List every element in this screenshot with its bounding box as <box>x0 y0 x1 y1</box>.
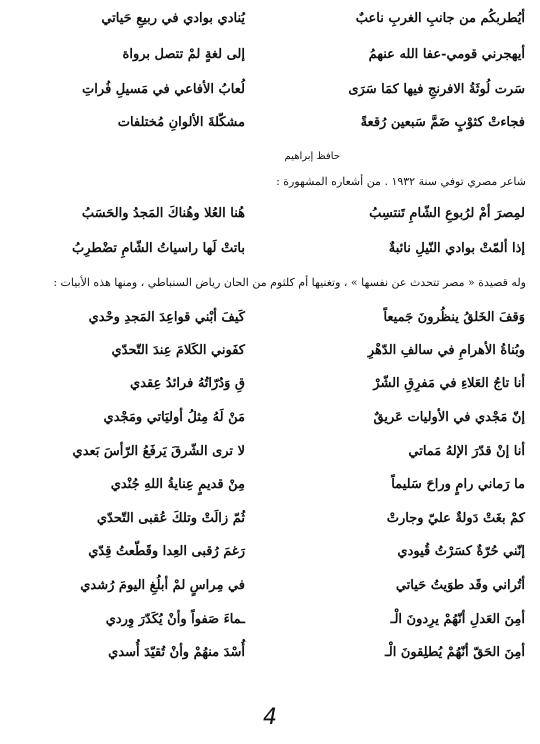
verse-first-hemistich: أنا إنْ قدّرَ الإلهُ مَماتي <box>408 443 525 459</box>
verse-first-hemistich: أمِنَ العَدلِ أنّهُمْ يرِدونَ الْـ <box>390 611 525 627</box>
verse-row <box>20 404 525 430</box>
verse-second-hemistich: لُعابُ الأفاعي في مَسيلِ فُراتِ <box>82 81 245 97</box>
verse-row <box>20 370 525 396</box>
bio-line: شاعر مصري توفي سنة ١٩٣٢ . من أشعاره المشهورة : <box>276 175 526 188</box>
page-number: 4 <box>263 705 277 730</box>
verse-first-hemistich: كمْ بغَتْ دَولةٌ عليّ وجارتْ <box>386 510 525 526</box>
verse-row <box>20 304 525 330</box>
verse-row <box>20 639 525 665</box>
verse-second-hemistich: مَنْ لَهُ مِثلُ أوليَاتي ومَجْدي <box>103 409 245 425</box>
verse-first-hemistich: وبُناةُ الأهرامِ في سالفِ الدّهْرِ <box>367 342 525 358</box>
verse-first-hemistich: سَرت لُوثَةُ الافرنجِ فيها كمَا سَرَى <box>348 81 525 97</box>
verse-second-hemistich: في مِراسٍ لمْ أبلُغِ اليومَ رُشدي <box>80 577 245 593</box>
verse-row <box>20 109 525 135</box>
verse-second-hemistich: كَيفَ أبْني قواعِدَ المَجدِ وحْدي <box>88 309 245 325</box>
verse-second-hemistich: قِ وَدُرّاتُهُ فرائدُ عِقدي <box>130 375 245 391</box>
verse-row <box>20 538 525 564</box>
verse-second-hemistich: رَغمَ رُقبى العِدا وقَطّعتُ قِدّي <box>88 543 245 559</box>
verse-first-hemistich: لمِصرَ أمْ لرُبوعِ الشّامِ تَنتسِبُ <box>369 205 525 221</box>
verse-second-hemistich: إلى لغةٍ لمْ تتصل برواة <box>122 46 245 62</box>
verse-second-hemistich: مشكّلةَ الألوانِ مُختلفات <box>117 114 245 130</box>
verse-first-hemistich: أيُطربكُم من جانبِ الغربِ ناعبٌ <box>355 10 525 26</box>
verse-row <box>20 572 525 598</box>
verse-row <box>20 606 525 632</box>
verse-row <box>20 235 525 261</box>
verse-second-hemistich: ـماءَ صَفواً وأنْ يُكَدّرَ وِردي <box>105 611 245 627</box>
verse-first-hemistich: إذا ألمّتْ بوادي النّيلِ نائبةٌ <box>388 240 525 256</box>
verse-first-hemistich: ما رَماني رامٍ وراحَ سَليماً <box>391 476 525 492</box>
verse-row <box>20 5 525 31</box>
verse-first-hemistich: فجاءتْ كثوْبٍ ضَمَّ سَبعين رُقعةً <box>360 114 525 130</box>
intro-line: وله قصيدة « مصر تتحدث عن نفسها » ، وتغنيها أم كلثوم من الحان رياض السنباطي ، ومنها هذه الأبيات : <box>53 276 526 289</box>
verse-first-hemistich: إنّني حُرّةٌ كسَرْتُ قُيودي <box>397 543 525 559</box>
poet-name: حافظ إبراهيم <box>284 151 340 162</box>
verse-first-hemistich: أتُراني وقَد طوَيتُ حَياتي <box>395 577 525 593</box>
verse-second-hemistich: لا ترى الشّرقَ يَرفَعُ الرّأسَ بَعدي <box>72 443 245 459</box>
verse-row <box>20 41 525 67</box>
verse-second-hemistich: يُنادي بوادي في ربيعِ حَياتي <box>101 10 245 26</box>
verse-second-hemistich: باتتْ لَها راسياتُ الشّامِ تضْطرِبُ <box>71 240 245 256</box>
verse-row <box>20 337 525 363</box>
verse-first-hemistich: إنّ مَجْدي في الأوليات عَريقٌ <box>373 409 525 425</box>
verse-row <box>20 505 525 531</box>
verse-first-hemistich: أمِنَ الحَقّ أنّهُمْ يُطلِقونَ الْـ <box>384 644 525 660</box>
verse-row <box>20 76 525 102</box>
verse-first-hemistich: أنا تاجُ العَلاءِ في مَفرِقِ الشّرْ <box>373 375 525 391</box>
verse-row <box>20 438 525 464</box>
verse-second-hemistich: هُنا العُلا وهُناكَ المَجدُ والحَسَبُ <box>81 205 245 221</box>
verse-second-hemistich: كفَوني الكَلامَ عِندَ التّحدّي <box>111 342 245 358</box>
verse-second-hemistich: أُسْدَ منهُمْ وأنْ تُقيّدَ أُسدي <box>108 644 245 660</box>
verse-first-hemistich: وَقفَ الخَلقُ ينظُرونَ جَميعاً <box>383 309 525 325</box>
verse-second-hemistich: ثُمّ زالَتْ وتلكَ عُقبى التّحدّي <box>96 510 245 526</box>
verse-second-hemistich: مِنْ قديمٍ عِنايةُ اللهِ جُنْدي <box>110 476 245 492</box>
verse-row <box>20 200 525 226</box>
verse-first-hemistich: أيهجرني قومي-عفا الله عنهمُ <box>368 46 525 62</box>
verse-row <box>20 471 525 497</box>
